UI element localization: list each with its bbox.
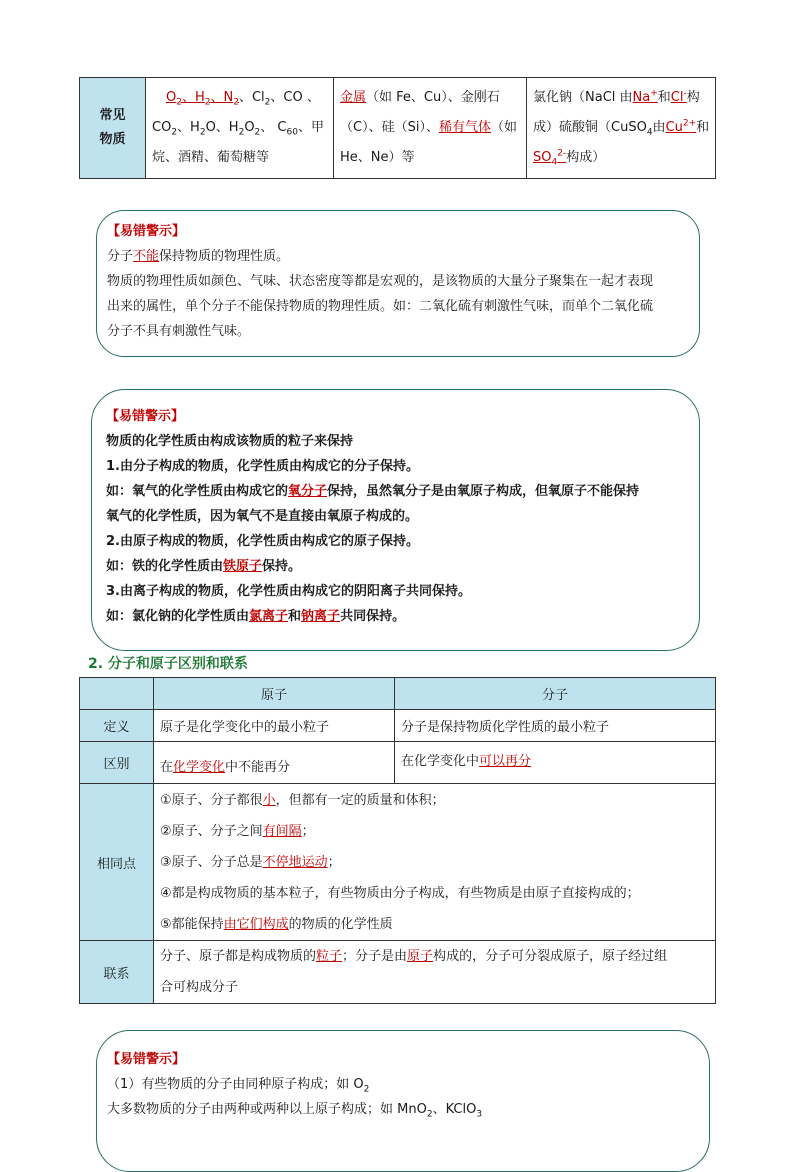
difference-molecule: 在化学变化中可以再分 xyxy=(395,742,716,784)
warning-title: 【易错警示】 xyxy=(107,1052,186,1067)
ionic-substances-cell: 氯化钠（NaCl 由Na+和Cl-构 成）硫酸铜（CuSO$_4$由$Cu^{2+}$和 $SO_4^{2-}$构成） xyxy=(527,78,716,179)
common-substances-table xyxy=(79,77,716,179)
atomic-substances-cell: 金属（如 Fe、Cu）、金刚石 （C）、硅（Si）、稀有气体（如 He、Ne）等 xyxy=(334,78,527,179)
warning-box-chemical-properties: 【易错警示】 物质的化学性质由构成该物质的粒子来保持 1.由分子构成的物质，化学性质由构成它的分子保持。 如：氧气的化学性质由构成它的氧分子保持，虽然氧分子是由氧原子构成，但氧原子不能保持 氧气的化学性质，因为氧气不是直接由氧原子构成的。 2.由原子构成的物质，化学性质由构成它的原子保持。 如：铁的化学性质由铁原子保持。 3.由离子构成的物质，化学性质由构成它的阴阳离子共同保持。 如：氯化钠的化学性质由氯离子和钠离子共同保持。 xyxy=(91,389,700,651)
corner-cell xyxy=(80,678,154,710)
molecule-atom-comparison-table xyxy=(79,677,716,1004)
header-atom: 原子 xyxy=(154,678,395,710)
relation-cell: 分子、原子都是构成物质的粒子；分子是由原子构成的，分子可分裂成原子，原子经过组 合可构成分子 xyxy=(154,941,716,1004)
difference-atom: 在化学变化中不能再分 xyxy=(154,742,395,784)
warning-box-molecule-composition: 【易错警示】 （1）有些物质的分子由同种原子构成；如 $O_2$ 大多数物质的分子由两种或两种以上原子构成；如 MnO$_2$、KClO$_3$ xyxy=(96,1030,710,1172)
section-title: 2. 分子和原子区别和联系 xyxy=(88,656,248,672)
warning-title: 【易错警示】 xyxy=(107,224,186,239)
warning-box-physical-properties: 【易错警示】 分子不能保持物质的物理性质。 物质的物理性质如颜色、气味、状态密度等都是宏观的，是该物质的大量分子聚集在一起才表现 出来的属性，单个分子不能保持物质的物理性质。如：二氧化硫有刺激性气味，而单个二氧化硫 分子不具有刺激性气味。 xyxy=(96,210,700,357)
molecular-substances-cell: $O_2$、$H_2$、$N_2$、$Cl_2$、CO 、 $CO_2$、$H_2O$、$H_2O_2$、 $C_{60}$、甲 烷、酒精、葡萄糖等 xyxy=(146,78,334,179)
row-label-similarities: 相同点 xyxy=(80,784,154,941)
row-label-definition: 定义 xyxy=(80,710,154,742)
header-molecule: 分子 xyxy=(395,678,716,710)
definition-molecule: 分子是保持物质化学性质的最小粒子 xyxy=(395,710,716,742)
row-label-relation: 联系 xyxy=(80,941,154,1004)
definition-atom: 原子是化学变化中的最小粒子 xyxy=(154,710,395,742)
warning-title: 【易错警示】 xyxy=(106,409,185,424)
similarities-cell: ①原子、分子都很小，但都有一定的质量和体积； ②原子、分子之间有间隔； ③原子、分子总是不停地运动； ④都是构成物质的基本粒子，有些物质由分子构成，有些物质是由原子直接构成的； ⑤都能保持由它们构成的物质的化学性质 xyxy=(154,784,716,941)
row-header-common-substances: 常见 物质 xyxy=(80,78,146,179)
row-label-difference: 区别 xyxy=(80,742,154,784)
